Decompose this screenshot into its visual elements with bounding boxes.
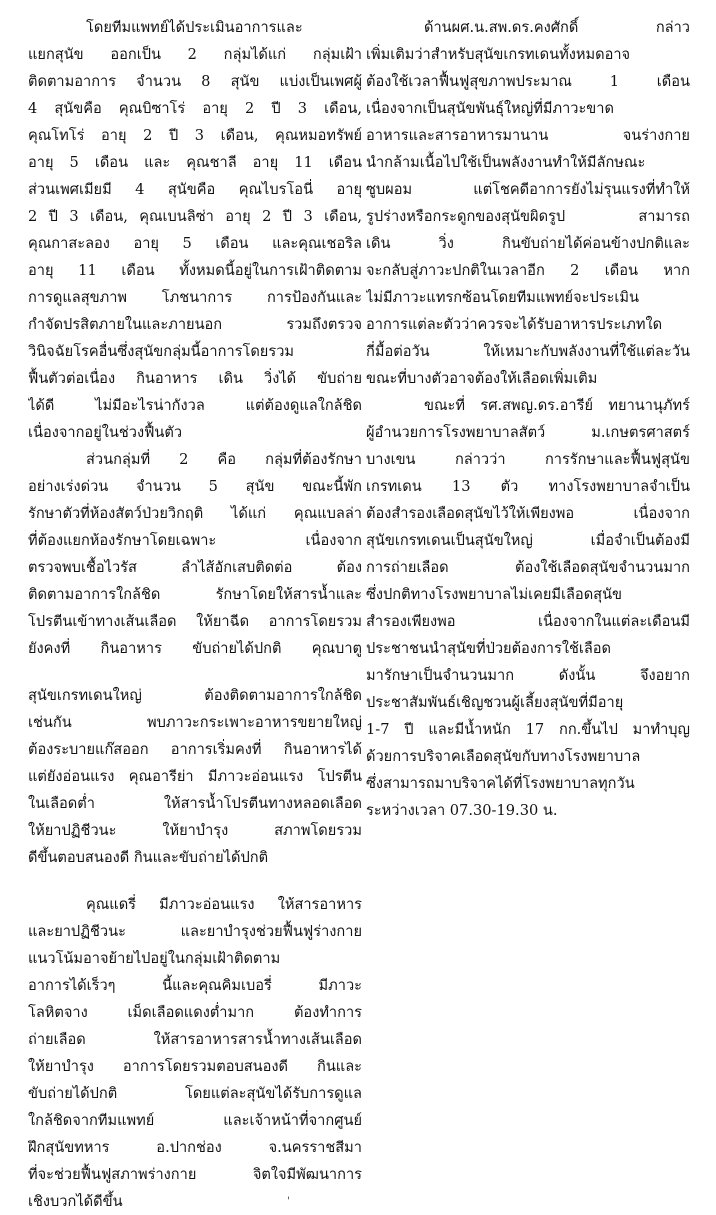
left-column [28, 14, 362, 1215]
text-line: ติดตามอาการ จำนวน 8 สุนัข แบ่งเป็นเพศผู้ [28, 73, 362, 90]
text-line: ซูบผอม แต่โชคดีอาการยังไม่รุนแรงที่ทำให้ [366, 181, 690, 198]
paragraph-recovery-time [366, 14, 690, 392]
text-line: เชิงบวกได้ดีขึ้น [28, 1193, 123, 1210]
right-column [366, 14, 690, 824]
text-line: ขณะที่บางตัวอาจต้องให้เลือดเพิ่มเติม [366, 370, 598, 387]
text-line: วินิจฉัยโรคอื่นซึ่งสุนัขกลุ่มนี้อาการโดยรวม [28, 343, 295, 360]
text-line: เกรทเดน 13 ตัว ทางโรงพยาบาลจำเป็น [366, 478, 690, 495]
text-line: ได้ดี ไม่มีอะไรน่ากังวล แต่ต้องดูแลใกล้ชิด [28, 397, 362, 414]
text-line: ด้วยการบริจาคเลือดสุนัขกับทางโรงพยาบาล [366, 748, 641, 765]
text-line: นำกล้ามเนื้อไปใช้เป็นพลังงานทำให้มีลักษณะ [366, 154, 646, 171]
text-line: 2 ปี 3 เดือน, คุณเบนลิซ่า อายุ 2 ปี 3 เดือน, [28, 208, 362, 225]
text-line: ใกล้ชิดจากทีมแพทย์ และเจ้าหน้าที่จากศูนย์ [28, 1112, 362, 1129]
text-line: ระหว่างเวลา 07.30-19.30 น. [366, 802, 558, 819]
text-line: ให้ยาปฏิชีวนะ ให้ยาบำรุง สภาพโดยรวม [28, 822, 362, 839]
text-line: ไม่มีภาวะแทรกซ้อนโดยทีมแพทย์จะประเมิน [366, 289, 639, 306]
text-line: ผู้อำนวยการโรงพยาบาลสัตว์ ม.เกษตรศาสตร์ [366, 424, 690, 441]
text-line: ฟื้นตัวต่อเนื่อง กินอาหาร เดิน วิ่งได้ ขับถ่าย [28, 370, 362, 387]
text-line: รักษาตัวที่ห้องสัตว์ป่วยวิกฤติ ได้แก่ คุณแบลล่า [28, 505, 362, 522]
text-line: แยกสุนัข ออกเป็น 2 กลุ่มได้แก่ กลุ่มเฝ้า [28, 46, 362, 63]
text-line: 1-7 ปี และมีน้ำหนัก 17 กก.ขึ้นไป มาทำบุญ [366, 721, 690, 738]
text-line: อาการแต่ละตัวว่าควรจะได้รับอาหารประเภทใด [366, 316, 663, 333]
text-line: สุนัขเกรทเดนใหญ่ ต้องติดตามอาการใกล้ชิด [28, 687, 362, 704]
text-line: อาหารและสารอาหารมานาน จนร่างกาย [366, 127, 690, 144]
text-line: เนื่องจากอยู่ในช่วงฟื้นตัว [28, 424, 183, 441]
paragraph-dairy-kimberly [28, 891, 362, 1215]
text-line: ต้องสำรองเลือดสุนัขไว้ให้เพียงพอ เนื่องจาก [366, 505, 690, 522]
text-line: ด้านผศ.น.สพ.ดร.คงศักดิ์ กล่าว [424, 19, 690, 36]
text-line: ซึ่งปกติทางโรงพยาบาลไม่เคยมีเลือดสุนัข [366, 586, 623, 603]
text-line: ประชาสัมพันธ์เชิญชวนผู้เลี้ยงสุนัขที่มีอายุ [366, 694, 624, 711]
paragraph-urgent-group-continued [28, 682, 362, 871]
text-line: โดยทีมแพทย์ได้ประเมินอาการและ [86, 19, 303, 36]
text-line: คุณโทโร่ อายุ 2 ปี 3 เดือน, คุณหมอทรัพย์ [28, 127, 362, 144]
text-line: กี่มื้อต่อวัน ให้เหมาะกับพลังงานที่ใช้แต่ละวัน [366, 343, 690, 360]
text-line: ติดตามอาการใกล้ชิด รักษาโดยให้สารน้ำและ [28, 586, 362, 603]
text-line: บางเขน กล่าวว่า การรักษาและฟื้นฟูสุนัข [366, 451, 690, 468]
text-line: ยังคงที่ กินอาหาร ขับถ่ายได้ปกติ คุณบาตู [28, 640, 362, 657]
paragraph-blood-donation [366, 392, 690, 824]
text-line: ส่วนเพศเมียมี 4 สุนัขคือ คุณไบรโอนี่ อายุ [28, 181, 362, 198]
text-line: คุณแดรี่ มีภาวะอ่อนแรง ให้สารอาหาร [86, 896, 362, 913]
footer-mark: ' [287, 1196, 290, 1207]
text-line: ที่ต้องแยกห้องรักษาโดยเฉพาะ เนื่องจาก [28, 532, 362, 549]
text-line: ถ่ายเลือด ให้สารอาหารสารน้ำทางเส้นเลือด [28, 1031, 362, 1048]
paragraph-urgent-group [28, 446, 362, 662]
text-line: การดูแลสุขภาพ โภชนาการ การป้องกันและ [28, 289, 362, 306]
text-line: รูปร่างหรือกระดูกของสุนัขผิดรูป สามารถ [366, 208, 690, 225]
text-line: เพิ่มเติมว่าสำหรับสุนัขเกรทเดนทั้งหมดอาจ [366, 46, 631, 63]
text-line: ต้องระบายแก๊สออก อาการเริ่มคงที่ กินอาหารได้ [28, 741, 362, 758]
text-line: โลหิตจาง เม็ดเลือดแดงต่ำมาก ต้องทำการ [28, 1004, 362, 1021]
text-line: ต้องใช้เวลาฟื้นฟูสุขภาพประมาณ 1 เดือน [366, 73, 690, 90]
text-line: ซึ่งสามารถมาบริจาคได้ที่โรงพยาบาลทุกวัน [366, 775, 635, 792]
text-line: อย่างเร่งด่วน จำนวน 5 สุนัข ขณะนี้พัก [28, 478, 362, 495]
text-line: ฝึกสุนัขทหาร อ.ปากช่อง จ.นครราชสีมา [28, 1139, 362, 1156]
text-line: แต่ยังอ่อนแรง คุณอารีย่า มีภาวะอ่อนแรง โปรตีน [28, 768, 362, 785]
text-line: จะกลับสู่ภาวะปกติในเวลาอีก 2 เดือน หาก [366, 262, 690, 279]
text-line: ที่จะช่วยฟื้นฟูสภาพร่างกาย จิตใจมีพัฒนาการ [28, 1166, 362, 1183]
section-gap [28, 871, 362, 891]
text-line: ตรวจพบเชื้อไวรัส ลำไส้อักเสบติดต่อ ต้อง [28, 559, 362, 576]
text-line: อายุ 5 เดือน และ คุณชาลี อายุ 11 เดือน [28, 154, 362, 171]
text-line: สุนัขเกรทเดนเป็นสุนัขใหญ่ เมื่อจำเป็นต้องมี [366, 532, 690, 549]
text-line: 4 สุนัขคือ คุณบิซาโร่ อายุ 2 ปี 3 เดือน, [28, 100, 362, 117]
text-line: และยาปฏิชีวนะ และยาบำรุงช่วยฟื้นฟูร่างกาย [28, 923, 362, 940]
text-line: สำรองเพียงพอ เนื่องจากในแต่ละเดือนมี [366, 613, 690, 630]
text-line: ให้ยาบำรุง อาการโดยรวมตอบสนองดี กินและ [28, 1058, 362, 1075]
text-line: กำจัดปรสิตภายในและภายนอก รวมถึงตรวจ [28, 316, 362, 333]
text-line: โปรตีนเข้าทางเส้นเลือด ให้ยาฉีด อาการโดยรวม [28, 613, 362, 630]
text-line: เดิน วิ่ง กินขับถ่ายได้ค่อนข้างปกติและ [366, 235, 690, 252]
paragraph-evaluation-groups [28, 14, 362, 446]
text-line: ขณะที่ รศ.สพญ.ดร.อารีย์ ทยานานุภัทร์ [424, 397, 690, 414]
text-line: ในเลือดต่ำ ให้สารน้ำโปรตีนทางหลอดเลือด [28, 795, 362, 812]
text-line: คุณกาสะลอง อายุ 5 เดือน และคุณเชอริล [28, 235, 362, 252]
text-line: การถ่ายเลือด ต้องใช้เลือดสุนัขจำนวนมาก [366, 559, 690, 576]
text-line: ดีขึ้นตอบสนองดี กินและขับถ่ายได้ปกติ [28, 849, 269, 866]
text-line: อาการได้เร็วๆ นี้และคุณคิมเบอรี่ มีภาวะ [28, 977, 362, 994]
text-line: ขับถ่ายได้ปกติ โดยแต่ละสุนัขได้รับการดูแล [28, 1085, 362, 1102]
text-line: ประชาชนนำสุนัขที่ป่วยต้องการใช้เลือด [366, 640, 612, 657]
text-line: เนื่องจากเป็นสุนัขพันธุ์ใหญ่ที่มีภาวะขาด [366, 100, 614, 117]
text-line: อายุ 11 เดือน ทั้งหมดนี้อยู่ในการเฝ้าติดตาม [28, 262, 362, 279]
text-line: แนวโน้มอาจย้ายไปอยู่ในกลุ่มเฝ้าติดตาม [28, 950, 281, 967]
text-line: เช่นกัน พบภาวะกระเพาะอาหารขยายใหญ่ [28, 714, 362, 731]
text-line: มารักษาเป็นจำนวนมาก ดังนั้น จึงอยาก [366, 667, 690, 684]
text-line: ส่วนกลุ่มที่ 2 คือ กลุ่มที่ต้องรักษา [86, 451, 362, 468]
section-gap [28, 662, 362, 682]
